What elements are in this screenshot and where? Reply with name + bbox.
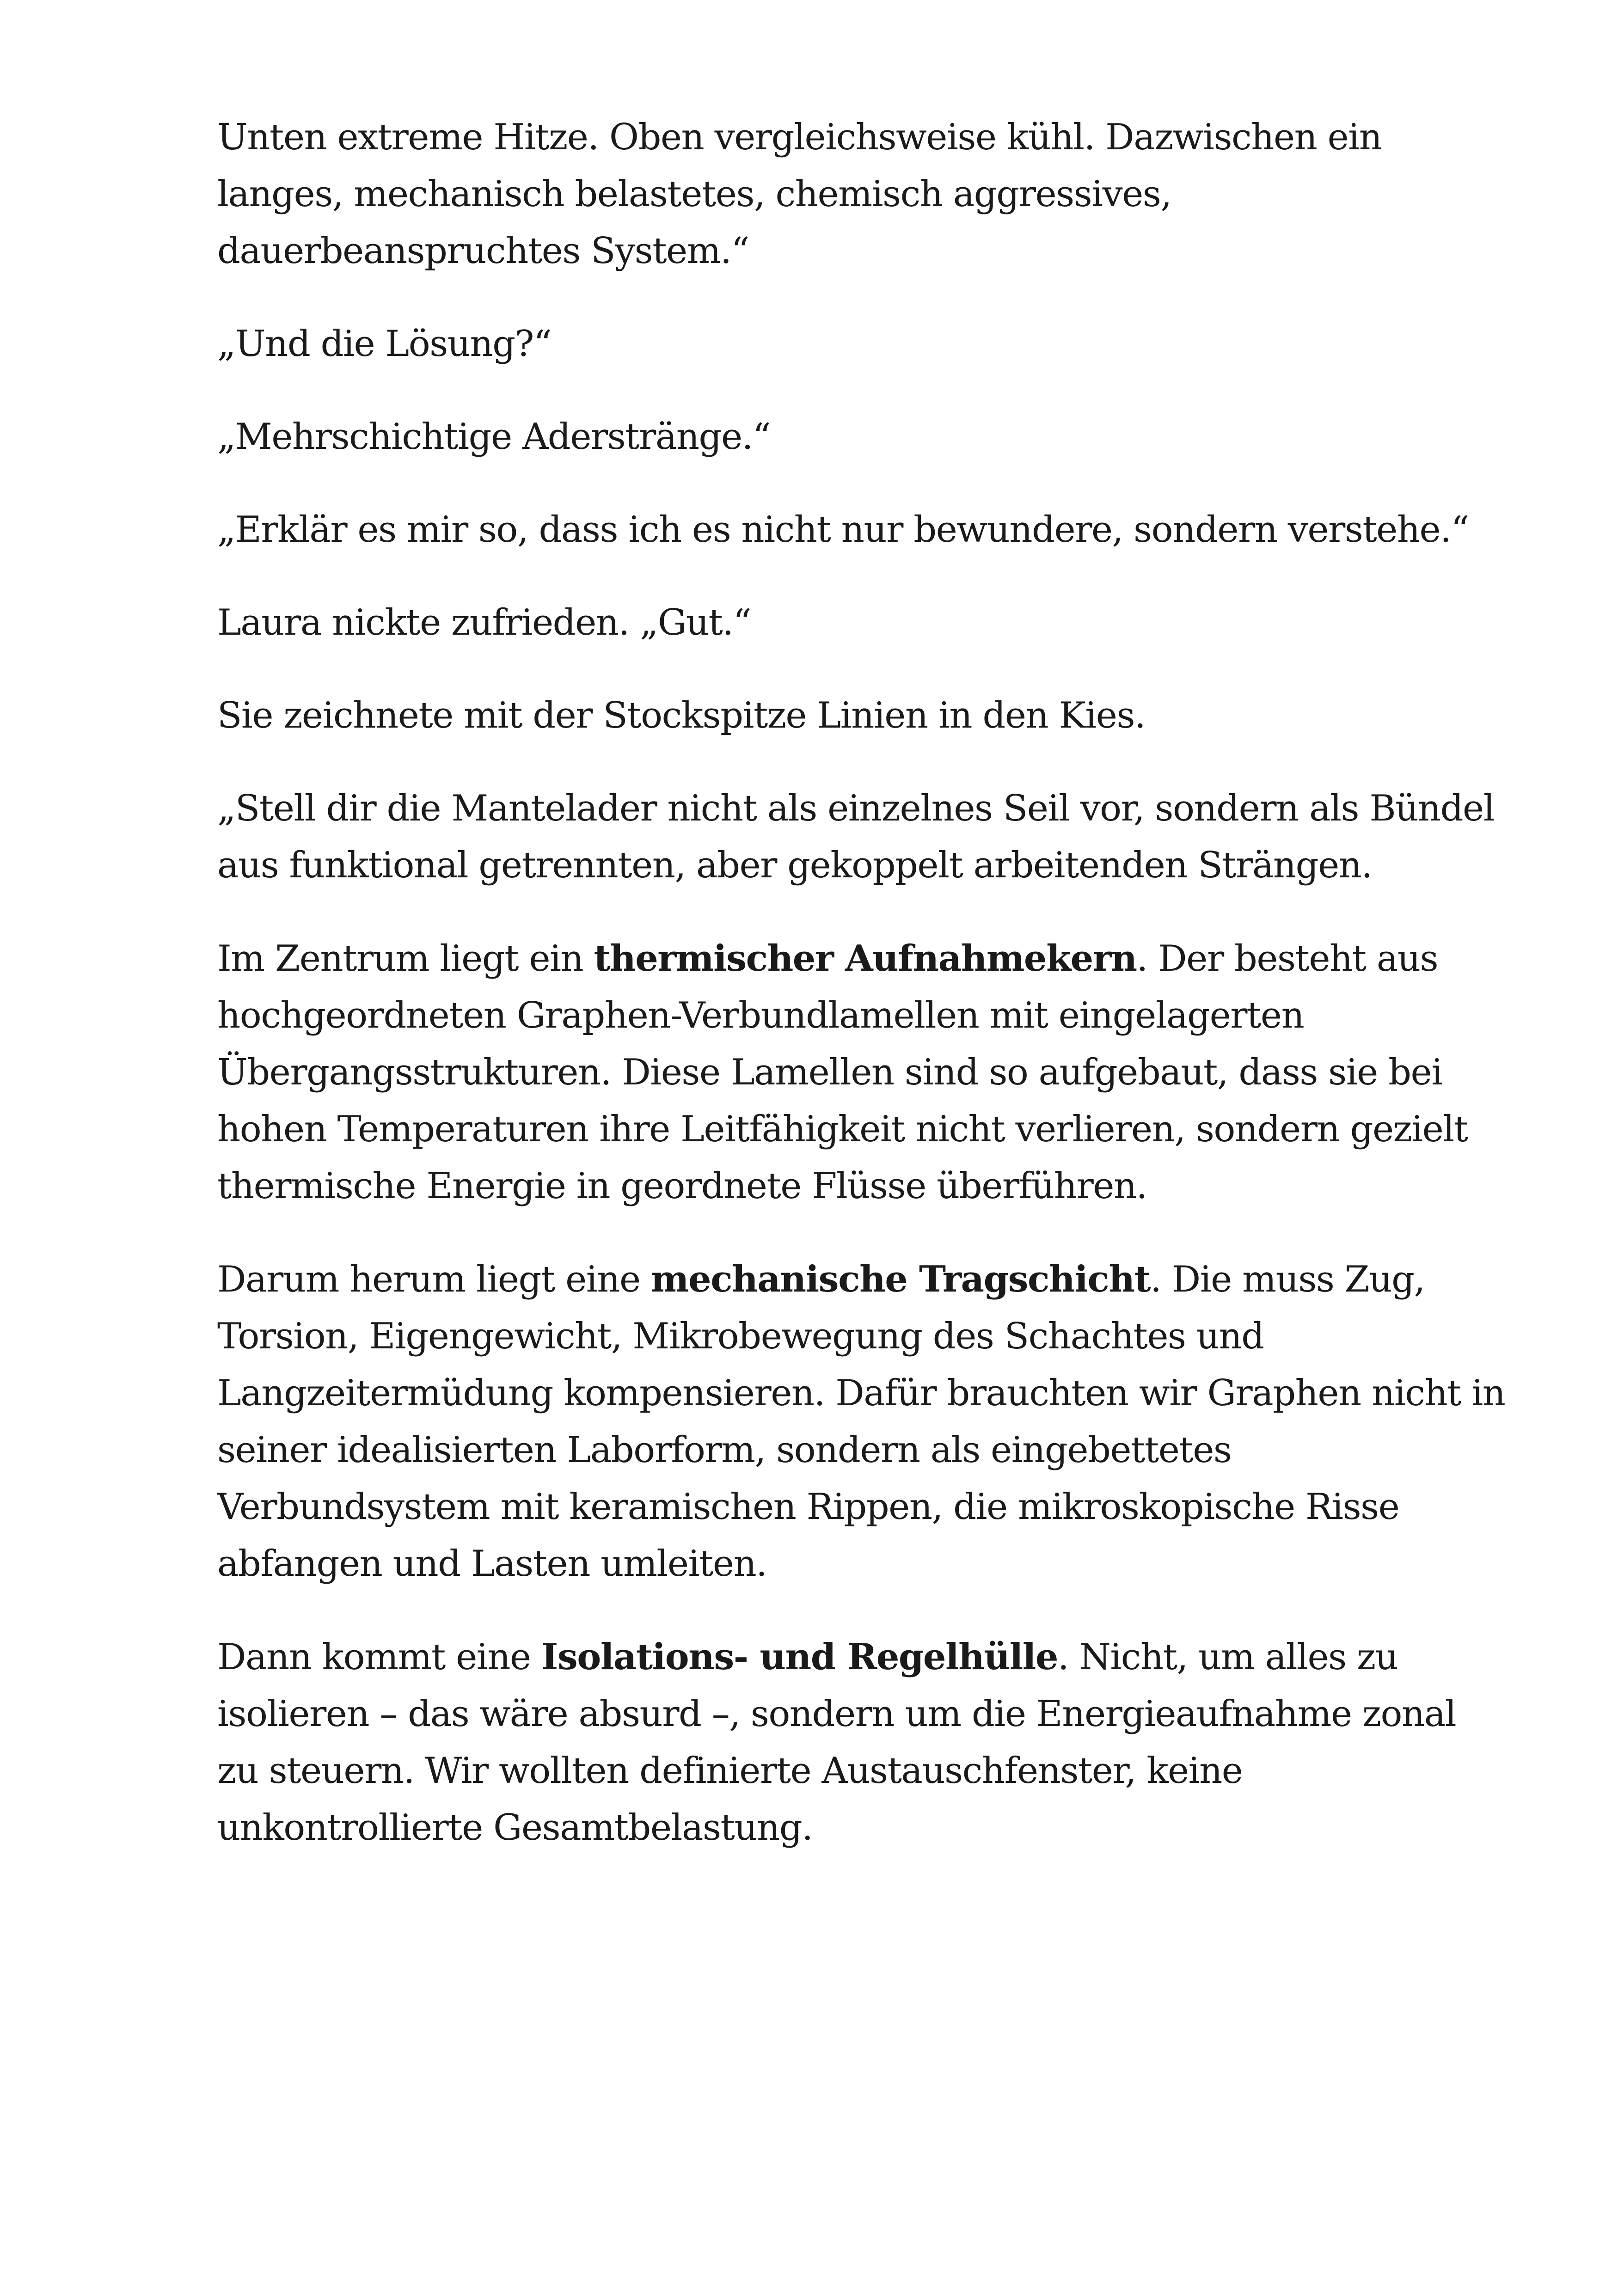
paragraph-text: „Stell dir die Mantelader nicht als einzelnes Seil vor, sondern als Bündel aus funktional getrennten, aber gekoppelt arbeitenden Strängen. — [217, 788, 1495, 886]
paragraph-text: „Und die Lösung?“ — [217, 323, 552, 365]
paragraph-text: Dann kommt eine — [217, 1636, 541, 1678]
paragraph-text: . Der besteht aus hochgeordneten Graphen-Verbundlamellen mit eingelagerten Übergangsstrukturen. Diese Lamellen sind so aufgebaut, dass sie bei hohen Temperaturen ihre Leitfähigkeit nicht verlieren, sondern gezielt thermische Energie in geordnete Flüsse überführen. — [217, 938, 1468, 1207]
paragraph-text: Laura nickte zufrieden. „Gut.“ — [217, 602, 751, 643]
paragraph-text: Sie zeichnete mit der Stockspitze Linien in den Kies. — [217, 695, 1146, 736]
paragraph — [217, 316, 1507, 373]
bold-term: mechanische Tragschicht — [650, 1258, 1151, 1300]
paragraph-text: Darum herum liegt eine — [217, 1259, 651, 1300]
paragraph — [217, 930, 1507, 1215]
document-body — [217, 109, 1507, 1892]
paragraph-text: „Erklär es mir so, dass ich es nicht nur bewundere, sondern verstehe.“ — [217, 509, 1469, 551]
paragraph — [217, 109, 1507, 280]
paragraph-text: Unten extreme Hitze. Oben vergleichsweise kühl. Dazwischen ein langes, mechanisch belastetes, chemisch aggressives, dauerbeanspruchtes System.“ — [217, 116, 1382, 272]
paragraph-text: . Die muss Zug, Torsion, Eigengewicht, Mikrobewegung des Schachtes und Langzeitermüdung kompensieren. Dafür brauchten wir Graphen nicht in seiner idealisierten Laborform, sondern als eingebettetes Verbundsystem mit keramischen Rippen, die mikroskopische Risse abfangen und Lasten umleiten. — [217, 1259, 1505, 1585]
paragraph — [217, 502, 1507, 558]
paragraph-text: Im Zentrum liegt ein — [217, 938, 594, 980]
paragraph — [217, 409, 1507, 465]
paragraph-text: . Nicht, um alles zu isolieren – das wäre absurd –, sondern um die Energieaufnahme zonal zu steuern. Wir wollten definierte Austauschfenster, keine unkontrollierte Gesamtbelastung. — [217, 1636, 1456, 1849]
paragraph — [217, 780, 1507, 894]
paragraph — [217, 1251, 1507, 1592]
paragraph — [217, 687, 1507, 744]
paragraph — [217, 1629, 1507, 1856]
paragraph — [217, 594, 1507, 651]
bold-term: Isolations- und Regelhülle — [541, 1636, 1058, 1678]
bold-term: thermischer Aufnahmekern — [594, 937, 1137, 980]
paragraph-text: „Mehrschichtige Aderstränge.“ — [217, 416, 771, 458]
